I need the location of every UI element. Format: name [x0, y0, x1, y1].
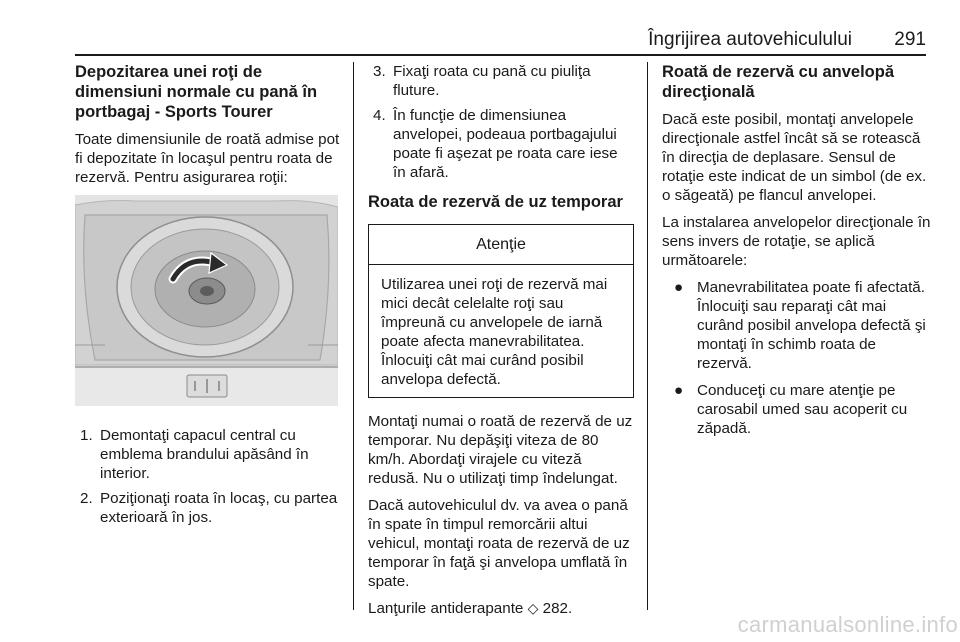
list-item [368, 62, 634, 100]
list-item [75, 426, 340, 483]
step-text: Fixaţi roata cu pană cu piuliţa fluture. [393, 63, 591, 99]
reference-page: 282. [542, 600, 573, 617]
column-divider [647, 62, 648, 610]
list-item [672, 381, 932, 438]
spare-wheel-illustration [75, 195, 338, 406]
steps-list [368, 62, 634, 182]
paragraph: Dacă autovehiculul dv. va avea o pană în spate în timpul remorcării altui vehicul, montaţi roata de rezervă de uz temporar în faţă şi anvelopa umflată în spate. [368, 497, 630, 590]
section-heading: Roata de rezervă de uz temporar [368, 193, 623, 211]
column-1 [75, 62, 340, 533]
step-text: Demontaţi capacul central cu emblema brandului apăsând în interior. [100, 427, 309, 482]
bullet-icon: ● [674, 382, 684, 399]
header-rule [75, 54, 926, 56]
column-2 [368, 62, 634, 626]
paragraph: La instalarea anvelopelor direcţionale în sens invers de rotaţie, se aplică următoarele: [662, 214, 931, 269]
step-number: 4. [373, 107, 386, 124]
step-text: Poziţionaţi roata în locaş, cu partea exterioară în jos. [100, 490, 338, 526]
bullet-text: Conduceţi cu mare atenţie pe carosabil umed sau acoperit cu zăpadă. [697, 382, 908, 437]
list-item [368, 106, 634, 182]
bullet-icon: ● [674, 279, 684, 296]
bullet-list [662, 278, 932, 438]
watermark: carmanualsonline.info [737, 612, 958, 637]
warning-text: Utilizarea unei roţi de rezervă mai mici decât celelalte roţi sau împreună cu anvelopele de iarnă poate afecta manevrabilitatea. Înlocuiţi cât mai curând posibil anvelopa defectă. [381, 276, 608, 388]
section-heading: Depozitarea unei roţi de dimensiuni normale cu pană în portbagaj - Sports Tourer [75, 63, 318, 121]
column-divider [353, 62, 354, 610]
list-item [672, 278, 932, 373]
page-number: 291 [894, 29, 926, 50]
step-text: În funcţie de dimensiunea anvelopei, podeaua portbagajului poate fi aşezat pe roata care iese în afară. [393, 107, 618, 181]
warning-box [368, 224, 634, 398]
paragraph: Montaţi numai o roată de rezervă de uz temporar. Nu depăşiţi viteza de 80 km/h. Abordaţi virajele cu viteză redusă. Nu o utilizaţi timp îndelungat. [368, 413, 633, 487]
step-number: 3. [373, 63, 386, 80]
step-number: 2. [80, 490, 93, 507]
warning-title: Atenţie [369, 225, 633, 265]
bullet-text: Manevrabilitatea poate fi afectată. Înlocuiţi sau reparaţi cât mai curând posibil anvelopa defectă şi montaţi în schimb roata de rezervă. [697, 279, 926, 372]
list-item [75, 489, 340, 527]
steps-list [75, 426, 340, 527]
section-heading: Roată de rezervă cu anvelopă direcţională [662, 63, 895, 101]
reference-text: Lanţurile antiderapante [368, 600, 524, 617]
paragraph: Dacă este posibil, montaţi anvelopele direcţionale astfel încât să se rotească în direcţia de deplasare. Sensul de rotaţie este indicat de un simbol (de ex. o săgeată) pe flancul anvelopei. [662, 111, 927, 204]
cross-reference [368, 599, 634, 618]
intro-paragraph: Toate dimensiunile de roată admise pot fi depozitate în locaşul pentru roata de rezervă. Pentru asigurarea roţii: [75, 131, 340, 186]
step-number: 1. [80, 427, 93, 444]
spare-wheel-figure [75, 195, 338, 406]
column-3 [662, 62, 932, 444]
chapter-title: Îngrijirea autovehiculului [648, 29, 852, 50]
arrow-reference-icon: ◇ [527, 600, 539, 616]
